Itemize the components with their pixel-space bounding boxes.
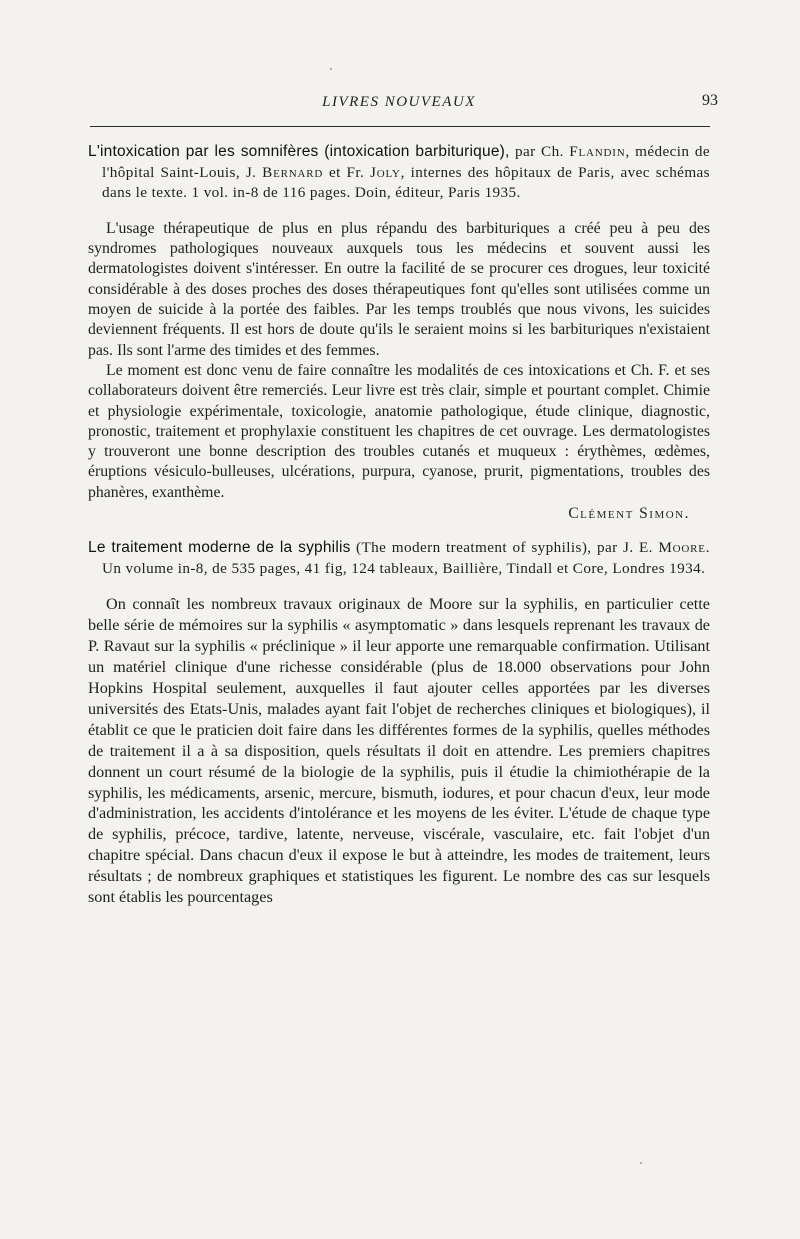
book-title: Le traitement moderne de la syphilis (88, 539, 351, 557)
biblio-text: , internes des hôpitaux de Paris, avec schémas dans le texte. 1 vol. in-8 de 116 pages. Doin, éditeur, Paris 1935. (102, 163, 710, 202)
review-paragraph: On connaît les nombreux travaux originaux de Moore sur la syphilis, en particulier cette belle série de mémoires sur la syphilis « asymptomatic » dans lesquels reprenant les travaux de P. Ravaut sur la syphilis « préclinique » il leur apporte une remarquable confirmation. Utilisant un matériel clinique d'une richesse considérable (plus de 18.000 observations pour John Hopkins Hospital seulement, auxquelles il faut ajouter celles apportées par les diverses universités des Etats-Unis, malades ayant fait l'objet de recherches cliniques et biologiques), il établit ce que le praticien doit faire dans les différentes formes de la syphilis, quelles méthodes de traitement il a à sa disposition, quels résultats il doit en attendre. Les premiers chapitres donnent un court résumé de la biologie de la syphilis, puis il étudie la chimiothérapie de la syphilis, les médicaments, arsenic, mercure, bismuth, iodures, et pour chacun d'eux, leur mode d'administration, les accidents d'intolérance et les moyens de les éviter. L'étude de chaque type de syphilis, précoce, tardive, latente, nerveuse, viscérale, vasculaire, etc. fait l'objet d'un chapitre spécial. Dans chacun d'eux il expose le but à atteindre, les modes de traitement, leurs résultats ; de nombreux graphiques et statistiques les figurent. Le nombre des cas sur lesquels sont établis les pourcentages (88, 595, 710, 907)
page-number: 93 (702, 92, 718, 109)
author-name: Moore (658, 539, 706, 557)
biblio-text: , médecin de l'hôpital Saint-Louis, J. (102, 143, 711, 181)
book-page (88, 90, 718, 908)
bibliographic-entry (88, 538, 710, 579)
running-title: LIVRES NOUVEAUX (322, 94, 476, 110)
review-syphilis (88, 538, 710, 908)
review-paragraph: Le moment est donc venu de faire connaître les modalités de ces intoxications et Ch. F. et ses collaborateurs doivent être remerciés. Leur livre est très clair, simple et pourtant complet. Chimie et physiologie expérimentale, toxicologie, anatomie pathologique, étude clinique, diagnostic, pronostic, traitement et prophylaxie constituent les chapitres de cet ouvrage. Les dermatologistes y trouveront une bonne description des troubles cutanés et muqueux : érythèmes, œdèmes, éruptions vésiculo-bulleuses, ulcérations, purpura, cyanose, prurit, pigmentations, troubles des phanères, exanthème. (88, 361, 710, 501)
header-rule (90, 126, 710, 127)
biblio-text: et Fr. (323, 163, 371, 181)
bibliographic-entry (88, 142, 710, 204)
page-header (88, 90, 718, 116)
review-paragraph: L'usage thérapeutique de plus en plus répandu des barbituriques a créé peu à peu des syndromes pathologiques nouveaux auxquels tous les médecins et souvent aussi les dermatologistes doivent s'intéresser. En outre la facilité de se procurer ces drogues, leur toxicité considérable à des doses proches des doses thérapeutiques font qu'elles sont utilisées comme un moyen de suicide à la portée des faibles. Par les temps troublés que nous vivons, les suicides deviennent fréquents. Il est hors de doute qu'ils le seraient moins si les barbituriques n'existaient pas. Ils sont l'arme des timides et des femmes. (88, 219, 710, 359)
biblio-text: . Un volume in-8, de 535 pages, 41 fig, 124 tableaux, Baillière, Tindall et Core, Londres 1934. (102, 539, 710, 577)
paper-speck (330, 68, 332, 70)
biblio-text: (The modern treatment of syphilis), par J. E. (350, 539, 659, 557)
biblio-text: par Ch. (509, 143, 570, 161)
author-name: Bernard (262, 163, 324, 181)
author-name: Flandin (569, 143, 626, 161)
review-barbiturique (88, 142, 710, 523)
paper-speck (640, 1162, 642, 1164)
book-title: L'intoxication par les somnifères (intoxication barbiturique), (88, 143, 510, 161)
author-name: Joly (370, 163, 401, 181)
reviewer-signature: Clément Simon. (568, 505, 690, 523)
